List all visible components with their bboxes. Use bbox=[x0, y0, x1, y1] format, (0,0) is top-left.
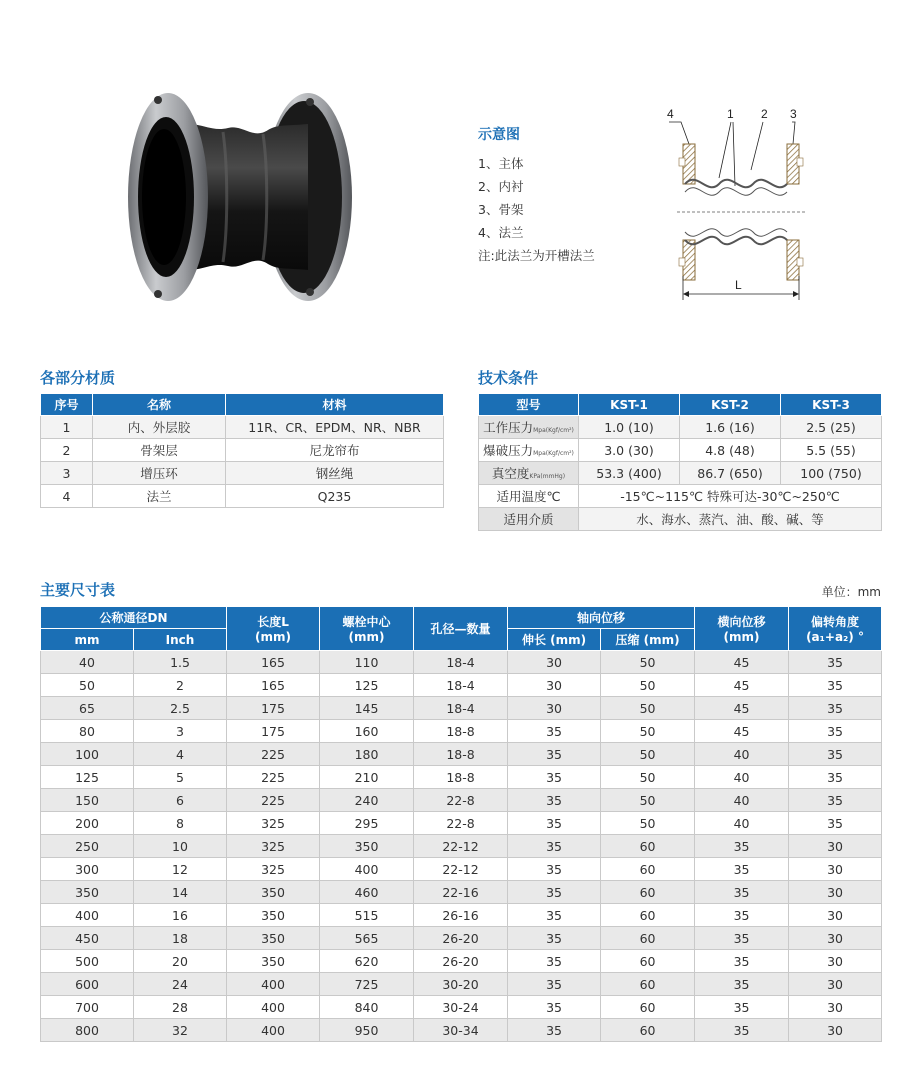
cell: 35 bbox=[789, 674, 882, 697]
cell: 60 bbox=[601, 904, 695, 927]
legend-item: 4、法兰 bbox=[478, 225, 524, 240]
cell: 500 bbox=[41, 950, 134, 973]
diagram-legend bbox=[478, 124, 595, 267]
cell: 增压环 bbox=[93, 462, 226, 485]
table-row bbox=[41, 720, 882, 743]
cell: 22-12 bbox=[414, 835, 508, 858]
cell: 565 bbox=[320, 927, 414, 950]
cell: 60 bbox=[601, 927, 695, 950]
cell: 100 bbox=[41, 743, 134, 766]
cell: 1 bbox=[41, 416, 93, 439]
cell: 350 bbox=[227, 904, 320, 927]
table-row bbox=[479, 462, 882, 485]
cell: 50 bbox=[601, 697, 695, 720]
cell: 60 bbox=[601, 1019, 695, 1042]
cell: 700 bbox=[41, 996, 134, 1019]
tech-header-kst2: KST-2 bbox=[680, 394, 781, 416]
cell: 3.0 (30) bbox=[579, 439, 680, 462]
cell: 4 bbox=[134, 743, 227, 766]
cell: 165 bbox=[227, 674, 320, 697]
header-length bbox=[227, 607, 320, 651]
cell: 5 bbox=[134, 766, 227, 789]
cell: 60 bbox=[601, 835, 695, 858]
cell: 35 bbox=[695, 881, 789, 904]
cell: 50 bbox=[601, 812, 695, 835]
cell: 30-20 bbox=[414, 973, 508, 996]
cell: 10 bbox=[134, 835, 227, 858]
cell: 50 bbox=[601, 651, 695, 674]
cell: 350 bbox=[227, 881, 320, 904]
cell: 50 bbox=[601, 789, 695, 812]
cell: 100 (750) bbox=[781, 462, 882, 485]
cell: 骨架层 bbox=[93, 439, 226, 462]
cell: 5.5 (55) bbox=[781, 439, 882, 462]
cell: 325 bbox=[227, 812, 320, 835]
table-row bbox=[479, 508, 882, 531]
unit-label: 单位：mm bbox=[821, 585, 881, 599]
row-label-unit: Mpa(Kgf/cm²) bbox=[533, 450, 574, 457]
cell: 250 bbox=[41, 835, 134, 858]
cell: 35 bbox=[695, 996, 789, 1019]
row-label-unit: KPa(mmHg) bbox=[529, 473, 566, 480]
header-length-text: 长度L bbox=[257, 615, 289, 629]
table-row bbox=[41, 697, 882, 720]
cell: 40 bbox=[695, 812, 789, 835]
cell: 18-8 bbox=[414, 720, 508, 743]
cell: 35 bbox=[695, 927, 789, 950]
cell: 35 bbox=[508, 789, 601, 812]
cell: 6 bbox=[134, 789, 227, 812]
cell: 30 bbox=[789, 858, 882, 881]
cell: 400 bbox=[227, 996, 320, 1019]
cell: 40 bbox=[695, 789, 789, 812]
row-label-text: 爆破压力 bbox=[483, 443, 534, 458]
table-row bbox=[41, 416, 444, 439]
cell: 24 bbox=[134, 973, 227, 996]
cell: 400 bbox=[320, 858, 414, 881]
row-label-unit: Mpa(Kgf/cm²) bbox=[533, 427, 574, 434]
cell: 80 bbox=[41, 720, 134, 743]
dims-title: 主要尺寸表 bbox=[40, 581, 116, 599]
cell: 18-4 bbox=[414, 674, 508, 697]
header-length-unit: (mm) bbox=[255, 630, 291, 644]
cell: 225 bbox=[227, 766, 320, 789]
tech-title: 技术条件 bbox=[478, 369, 539, 387]
cell: 22-16 bbox=[414, 881, 508, 904]
cell: 26-20 bbox=[414, 927, 508, 950]
tech-header-kst3: KST-3 bbox=[781, 394, 882, 416]
cell: 30 bbox=[789, 835, 882, 858]
cell: 35 bbox=[508, 766, 601, 789]
cell: 35 bbox=[789, 789, 882, 812]
cell: 18-8 bbox=[414, 743, 508, 766]
cell: 30 bbox=[789, 881, 882, 904]
materials-header-index: 序号 bbox=[41, 394, 93, 416]
cell: 50 bbox=[601, 674, 695, 697]
table-row bbox=[41, 789, 882, 812]
cell: 35 bbox=[508, 996, 601, 1019]
cell: 2.5 bbox=[134, 697, 227, 720]
legend-title: 示意图 bbox=[478, 127, 520, 143]
cell: 725 bbox=[320, 973, 414, 996]
table-row bbox=[41, 835, 882, 858]
cell: 45 bbox=[695, 720, 789, 743]
legend-item: 2、内衬 bbox=[478, 179, 524, 194]
cell: 30-24 bbox=[414, 996, 508, 1019]
cell: Q235 bbox=[226, 485, 444, 508]
table-row bbox=[479, 439, 882, 462]
cross-section-diagram bbox=[655, 100, 815, 310]
cell: 1.6 (16) bbox=[680, 416, 781, 439]
cell: 35 bbox=[695, 950, 789, 973]
cell: 30 bbox=[789, 904, 882, 927]
header-bolt bbox=[320, 607, 414, 651]
cell: 30 bbox=[789, 996, 882, 1019]
cell: 125 bbox=[320, 674, 414, 697]
materials-header-name: 名称 bbox=[93, 394, 226, 416]
cell: 11R、CR、EPDM、NR、NBR bbox=[226, 416, 444, 439]
table-row bbox=[41, 996, 882, 1019]
cell: 30 bbox=[508, 651, 601, 674]
cell: 3 bbox=[134, 720, 227, 743]
materials-title: 各部分材质 bbox=[40, 369, 116, 387]
cell: 175 bbox=[227, 720, 320, 743]
length-label: L bbox=[735, 278, 742, 292]
cell: 4 bbox=[41, 485, 93, 508]
table-row bbox=[41, 904, 882, 927]
table-row bbox=[41, 950, 882, 973]
cell: 60 bbox=[601, 996, 695, 1019]
table-row bbox=[41, 858, 882, 881]
tech-header-kst1: KST-1 bbox=[579, 394, 680, 416]
header-lateral bbox=[695, 607, 789, 651]
cell: 内、外层胶 bbox=[93, 416, 226, 439]
cell: 30 bbox=[789, 973, 882, 996]
cell: 35 bbox=[789, 766, 882, 789]
table-row bbox=[479, 485, 882, 508]
cell: 35 bbox=[695, 904, 789, 927]
cell: 22-12 bbox=[414, 858, 508, 881]
rubber-joint-product-image bbox=[128, 88, 360, 306]
row-label: 适用介质 bbox=[479, 508, 579, 531]
cell: 50 bbox=[601, 766, 695, 789]
cell: 515 bbox=[320, 904, 414, 927]
cell: 8 bbox=[134, 812, 227, 835]
table-row bbox=[41, 743, 882, 766]
cell: 35 bbox=[508, 927, 601, 950]
cell: 60 bbox=[601, 858, 695, 881]
table-row bbox=[41, 674, 882, 697]
cell: 18-8 bbox=[414, 766, 508, 789]
cell: 450 bbox=[41, 927, 134, 950]
cell: 35 bbox=[695, 835, 789, 858]
legend-item: 1、主体 bbox=[478, 156, 524, 171]
cell: 40 bbox=[41, 651, 134, 674]
cell: 16 bbox=[134, 904, 227, 927]
header-mm: mm bbox=[41, 629, 134, 651]
cell: 35 bbox=[508, 743, 601, 766]
cell: 240 bbox=[320, 789, 414, 812]
table-row bbox=[479, 416, 882, 439]
cell: 35 bbox=[789, 720, 882, 743]
diagram-label-1: 1 bbox=[727, 107, 734, 121]
cell: 35 bbox=[695, 973, 789, 996]
table-row bbox=[41, 462, 444, 485]
cell: 840 bbox=[320, 996, 414, 1019]
dimensions-body bbox=[41, 651, 882, 1042]
cell: 620 bbox=[320, 950, 414, 973]
cell: 35 bbox=[508, 881, 601, 904]
cell: 2 bbox=[41, 439, 93, 462]
cell: 60 bbox=[601, 881, 695, 904]
cell: 145 bbox=[320, 697, 414, 720]
cell: 160 bbox=[320, 720, 414, 743]
cell: 18 bbox=[134, 927, 227, 950]
cell: 600 bbox=[41, 973, 134, 996]
diagram-label-3: 3 bbox=[790, 107, 797, 121]
cell: 350 bbox=[227, 950, 320, 973]
cell: 50 bbox=[601, 720, 695, 743]
header-angle-text: 偏转角度 bbox=[811, 615, 860, 629]
cell: 400 bbox=[41, 904, 134, 927]
cell: 12 bbox=[134, 858, 227, 881]
cell: 30 bbox=[508, 697, 601, 720]
table-row bbox=[41, 1019, 882, 1042]
row-label: 适用温度℃ bbox=[479, 485, 579, 508]
cell: 175 bbox=[227, 697, 320, 720]
cell: 30 bbox=[789, 1019, 882, 1042]
header-lateral-unit: (mm) bbox=[723, 630, 760, 644]
cell: 35 bbox=[789, 812, 882, 835]
header-bolt-text: 螺栓中心 bbox=[342, 615, 391, 629]
cell: 40 bbox=[695, 743, 789, 766]
cell: 200 bbox=[41, 812, 134, 835]
row-label-text: 真空度 bbox=[491, 466, 530, 481]
cell: 110 bbox=[320, 651, 414, 674]
cell: 22-8 bbox=[414, 812, 508, 835]
tech-header-model: 型号 bbox=[479, 394, 579, 416]
cell: 35 bbox=[695, 858, 789, 881]
cell: 60 bbox=[601, 950, 695, 973]
cell: 125 bbox=[41, 766, 134, 789]
cell: 18-4 bbox=[414, 697, 508, 720]
row-label bbox=[479, 462, 579, 485]
table-row bbox=[41, 485, 444, 508]
cell: 35 bbox=[789, 651, 882, 674]
cell: 35 bbox=[508, 973, 601, 996]
diagram-label-2: 2 bbox=[761, 107, 768, 121]
row-label bbox=[479, 439, 579, 462]
cell: 35 bbox=[789, 743, 882, 766]
cell: 35 bbox=[508, 720, 601, 743]
row-label-text: 工作压力 bbox=[483, 420, 534, 435]
header-holes: 孔径—数量 bbox=[414, 607, 508, 651]
cell: 28 bbox=[134, 996, 227, 1019]
cell: 180 bbox=[320, 743, 414, 766]
cell: 4.8 (48) bbox=[680, 439, 781, 462]
cell: 300 bbox=[41, 858, 134, 881]
cell: 20 bbox=[134, 950, 227, 973]
cell: 26-20 bbox=[414, 950, 508, 973]
cell: 水、海水、蒸汽、油、酸、碱、等 bbox=[579, 508, 882, 531]
diagram-label-4: 4 bbox=[667, 107, 674, 121]
table-row bbox=[41, 973, 882, 996]
cell: 法兰 bbox=[93, 485, 226, 508]
dimensions-table bbox=[40, 606, 882, 1042]
legend-note: 注:此法兰为开槽法兰 bbox=[478, 248, 595, 263]
cell: 150 bbox=[41, 789, 134, 812]
cell: 18-4 bbox=[414, 651, 508, 674]
cell: 35 bbox=[508, 812, 601, 835]
cell: 35 bbox=[508, 1019, 601, 1042]
cell: 30 bbox=[789, 927, 882, 950]
cell: 86.7 (650) bbox=[680, 462, 781, 485]
cell: 35 bbox=[508, 858, 601, 881]
cell: 50 bbox=[601, 743, 695, 766]
tech-table bbox=[478, 393, 882, 531]
header-lateral-text: 横向位移 bbox=[717, 615, 766, 629]
cell: 40 bbox=[695, 766, 789, 789]
cell: 26-16 bbox=[414, 904, 508, 927]
table-row bbox=[41, 439, 444, 462]
cell: 225 bbox=[227, 789, 320, 812]
cell: 225 bbox=[227, 743, 320, 766]
cell: 400 bbox=[227, 1019, 320, 1042]
table-row bbox=[41, 927, 882, 950]
materials-header-material: 材料 bbox=[226, 394, 444, 416]
materials-table bbox=[40, 393, 444, 508]
cell: 35 bbox=[695, 1019, 789, 1042]
cell: 350 bbox=[41, 881, 134, 904]
cell: 400 bbox=[227, 973, 320, 996]
cell: 325 bbox=[227, 858, 320, 881]
header-angle-unit: (a₁+a₂) ° bbox=[806, 630, 864, 644]
cell: 30 bbox=[789, 950, 882, 973]
header-inch: Inch bbox=[134, 629, 227, 651]
cell: 45 bbox=[695, 674, 789, 697]
header-angle bbox=[789, 607, 882, 651]
cell: 2.5 (25) bbox=[781, 416, 882, 439]
cell: 1.0 (10) bbox=[579, 416, 680, 439]
cell: 65 bbox=[41, 697, 134, 720]
cell: 尼龙帘布 bbox=[226, 439, 444, 462]
table-row bbox=[41, 651, 882, 674]
table-row bbox=[41, 812, 882, 835]
legend-item: 3、骨架 bbox=[478, 202, 524, 217]
cell: 60 bbox=[601, 973, 695, 996]
cell: 350 bbox=[320, 835, 414, 858]
cell: 35 bbox=[508, 835, 601, 858]
cell: 35 bbox=[508, 950, 601, 973]
cell: 210 bbox=[320, 766, 414, 789]
header-bolt-unit: (mm) bbox=[348, 630, 385, 644]
cell: 53.3 (400) bbox=[579, 462, 680, 485]
cell: 165 bbox=[227, 651, 320, 674]
header-compress: 压缩 (mm) bbox=[601, 629, 695, 651]
cell: 14 bbox=[134, 881, 227, 904]
cell: 325 bbox=[227, 835, 320, 858]
cell: 45 bbox=[695, 697, 789, 720]
cell: 35 bbox=[789, 697, 882, 720]
header-axial: 轴向位移 bbox=[508, 607, 695, 629]
cell: 50 bbox=[41, 674, 134, 697]
row-label bbox=[479, 416, 579, 439]
cell: -15℃~115℃ 特殊可达-30℃~250℃ bbox=[579, 485, 882, 508]
header-extend: 伸长 (mm) bbox=[508, 629, 601, 651]
cell: 30-34 bbox=[414, 1019, 508, 1042]
cell: 32 bbox=[134, 1019, 227, 1042]
cell: 350 bbox=[227, 927, 320, 950]
cell: 22-8 bbox=[414, 789, 508, 812]
cell: 950 bbox=[320, 1019, 414, 1042]
cell: 3 bbox=[41, 462, 93, 485]
table-row bbox=[41, 766, 882, 789]
table-row bbox=[41, 881, 882, 904]
header-dn: 公称通径DN bbox=[41, 607, 227, 629]
cell: 2 bbox=[134, 674, 227, 697]
cell: 45 bbox=[695, 651, 789, 674]
cell: 钢丝绳 bbox=[226, 462, 444, 485]
cell: 800 bbox=[41, 1019, 134, 1042]
cell: 30 bbox=[508, 674, 601, 697]
cell: 35 bbox=[508, 904, 601, 927]
cell: 460 bbox=[320, 881, 414, 904]
cell: 1.5 bbox=[134, 651, 227, 674]
cell: 295 bbox=[320, 812, 414, 835]
